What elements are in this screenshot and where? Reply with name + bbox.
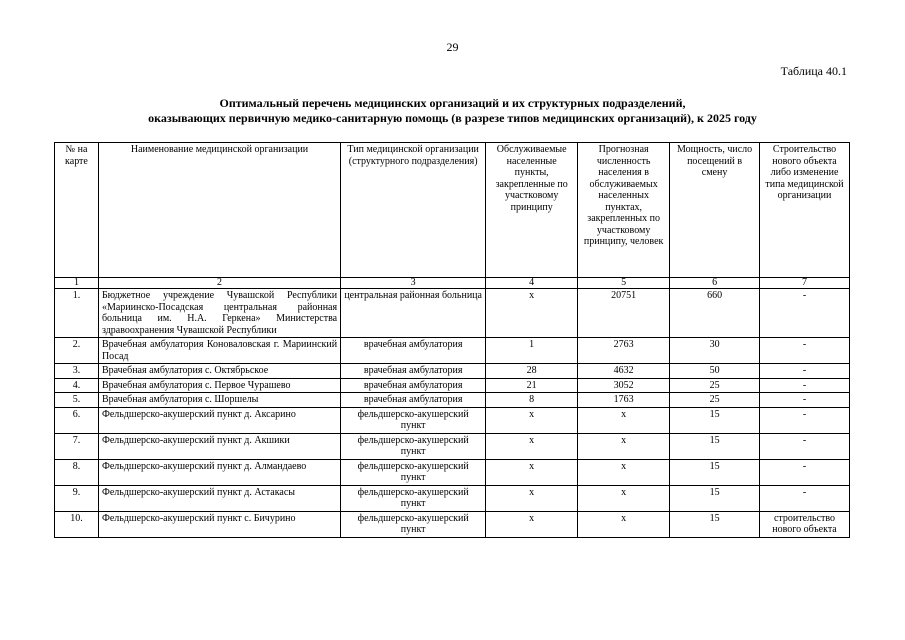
column-number: 2 [98, 278, 340, 289]
organization-name: Фельдшерско-акушерский пункт д. Алмандаево [98, 459, 340, 485]
table-label: Таблица 40.1 [780, 64, 847, 78]
capacity: 15 [670, 433, 760, 459]
table-row [55, 459, 850, 485]
row-number: 3. [55, 364, 99, 379]
forecast-population: x [578, 511, 670, 537]
served-settlements: 28 [486, 364, 578, 379]
organization-name: Врачебная амбулатория с. Первое Чурашево [98, 378, 340, 393]
construction: - [760, 338, 850, 364]
organization-type: врачебная амбулатория [341, 393, 486, 408]
forecast-population: 1763 [578, 393, 670, 408]
table-row [55, 393, 850, 408]
column-number: 5 [578, 278, 670, 289]
organization-type: врачебная амбулатория [341, 338, 486, 364]
column-number: 1 [55, 278, 99, 289]
row-number: 5. [55, 393, 99, 408]
table-row [55, 289, 850, 338]
served-settlements: 21 [486, 378, 578, 393]
title-line-1: Оптимальный перечень медицинских организаций и их структурных подразделений, [219, 96, 686, 110]
header-capacity: Мощность, число посещений в смену [670, 143, 760, 278]
row-number: 7. [55, 433, 99, 459]
organization-name: Фельдшерско-акушерский пункт д. Астакасы [98, 485, 340, 511]
page-number: 29 [446, 40, 459, 54]
table-title [0, 96, 905, 126]
organizations-table [54, 142, 850, 538]
column-number: 6 [670, 278, 760, 289]
table-row [55, 485, 850, 511]
organization-name: Бюджетное учреждение Чувашской Республики «Мариинско-Посадская центральная районная больница им. Н.А. Геркена» Министерства здравоохранения Чувашской Республики [98, 289, 340, 338]
organization-name: Фельдшерско-акушерский пункт с. Бичурино [98, 511, 340, 537]
forecast-population: 2763 [578, 338, 670, 364]
column-numbers-row [55, 278, 850, 289]
header-map-number: № на карте [55, 143, 99, 278]
construction: - [760, 364, 850, 379]
construction: - [760, 485, 850, 511]
forecast-population: 3052 [578, 378, 670, 393]
forecast-population: x [578, 433, 670, 459]
forecast-population: 4632 [578, 364, 670, 379]
forecast-population: x [578, 459, 670, 485]
row-number: 8. [55, 459, 99, 485]
served-settlements: 8 [486, 393, 578, 408]
capacity: 15 [670, 511, 760, 537]
capacity: 30 [670, 338, 760, 364]
header-organization-name: Наименование медицинской организации [98, 143, 340, 278]
capacity: 15 [670, 407, 760, 433]
served-settlements: x [486, 459, 578, 485]
organization-type: врачебная амбулатория [341, 364, 486, 379]
header-forecast-population: Прогнозная численность населения в обслуживаемых населенных пунктах, закрепленных по участковому принципу, человек [578, 143, 670, 278]
construction: - [760, 393, 850, 408]
table-row [55, 407, 850, 433]
served-settlements: x [486, 511, 578, 537]
row-number: 6. [55, 407, 99, 433]
capacity: 50 [670, 364, 760, 379]
capacity: 660 [670, 289, 760, 338]
forecast-population: 20751 [578, 289, 670, 338]
table-row [55, 433, 850, 459]
table-row [55, 511, 850, 537]
organization-name: Врачебная амбулатория с. Октябрьское [98, 364, 340, 379]
capacity: 15 [670, 485, 760, 511]
organization-type: фельдшерско-акушерский пункт [341, 433, 486, 459]
header-row [55, 143, 850, 278]
construction: - [760, 378, 850, 393]
capacity: 15 [670, 459, 760, 485]
header-organization-type: Тип медицинской организации (структурного подразделения) [341, 143, 486, 278]
forecast-population: x [578, 485, 670, 511]
organization-type: фельдшерско-акушерский пункт [341, 459, 486, 485]
title-line-2: оказывающих первичную медико-санитарную помощь (в разрезе типов медицинских организаций), к 2025 году [148, 111, 757, 125]
organization-type: фельдшерско-акушерский пункт [341, 485, 486, 511]
column-number: 4 [486, 278, 578, 289]
column-number: 7 [760, 278, 850, 289]
row-number: 10. [55, 511, 99, 537]
header-served-settlements: Обслуживаемые населенные пункты, закрепленные по участковому принципу [486, 143, 578, 278]
served-settlements: x [486, 485, 578, 511]
forecast-population: x [578, 407, 670, 433]
organization-name: Врачебная амбулатория Коноваловская г. Мариинский Посад [98, 338, 340, 364]
header-construction: Строительство нового объекта либо изменение типа медицинской организации [760, 143, 850, 278]
served-settlements: 1 [486, 338, 578, 364]
construction: - [760, 407, 850, 433]
row-number: 4. [55, 378, 99, 393]
organization-type: врачебная амбулатория [341, 378, 486, 393]
organization-name: Фельдшерско-акушерский пункт д. Акшики [98, 433, 340, 459]
capacity: 25 [670, 378, 760, 393]
organization-name: Фельдшерско-акушерский пункт д. Аксарино [98, 407, 340, 433]
organization-type: фельдшерско-акушерский пункт [341, 407, 486, 433]
served-settlements: x [486, 289, 578, 338]
construction: строительство нового объекта [760, 511, 850, 537]
row-number: 1. [55, 289, 99, 338]
construction: - [760, 459, 850, 485]
organization-name: Врачебная амбулатория с. Шоршелы [98, 393, 340, 408]
column-number: 3 [341, 278, 486, 289]
table-row [55, 364, 850, 379]
row-number: 2. [55, 338, 99, 364]
served-settlements: x [486, 433, 578, 459]
row-number: 9. [55, 485, 99, 511]
table-row [55, 378, 850, 393]
construction: - [760, 289, 850, 338]
organization-type: центральная районная больница [341, 289, 486, 338]
organization-type: фельдшерско-акушерский пункт [341, 511, 486, 537]
table-row [55, 338, 850, 364]
served-settlements: x [486, 407, 578, 433]
capacity: 25 [670, 393, 760, 408]
construction: - [760, 433, 850, 459]
